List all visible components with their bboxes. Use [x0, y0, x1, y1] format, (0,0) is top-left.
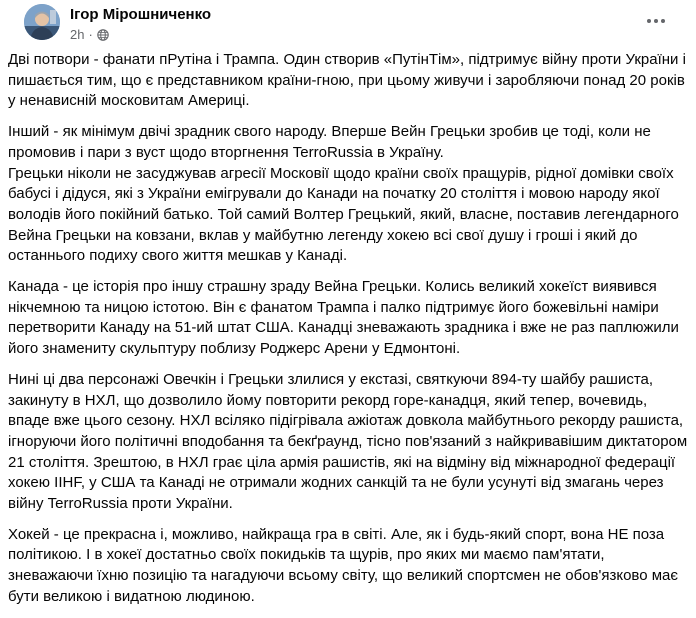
author-block: [70, 5, 211, 43]
post-paragraph-5: Нині ці два персонажі Овечкін і Грецьки злилися у екстазі, святкуючи 894-ту шайбу рашиста, закинуту в НХЛ, що дозволило йому повторити рекорд горе-канадця, який тепер, вочевидь, впаде вже цього сезону. НХЛ всіляко підігрівала ажіотаж довкола майбутнього рекорду рашиста, ігноруючи його політичні вподобання та бекґраунд, тісно пов'язаний з найкривавішим диктатором 21 століття. Зрештою, в НХЛ грає ціла армія рашистів, які на відміну від міжнародної федерації хокею IIHF, у США та Канаді не отримали жодних санкцій та не були усунуті від змагань через війну TerroRussia проти України.: [8, 370, 688, 513]
post-time[interactable]: 2h: [70, 27, 85, 42]
globe-icon[interactable]: [97, 29, 109, 41]
post-paragraph-6: Хокей - це прекрасна і, можливо, найкраща гра в світі. Але, як і будь-який спорт, вона НЕ поза політикою. І в хокеї достатньо своїх покидьків та щурів, про яких ми маємо пам'ятати, зневажаючи їхню позицію та нагадуючи всьому світу, що великий спортсмен не обов'язково має бути великою і видатною людиною.: [8, 525, 679, 605]
author-name[interactable]: Ігор Мірошниченко: [70, 6, 212, 23]
post-meta: [70, 27, 211, 43]
avatar[interactable]: [24, 4, 60, 40]
meta-separator: ·: [88, 27, 93, 42]
post-header: [12, 0, 684, 46]
post-paragraph-4: Канада - це історія про іншу страшну зраду Вейна Грецьки. Колись великий хокеїст виявився нікчемною та ницою істотою. Він є фанатом Трампа і палко підтримує його божевільні наміри перетворити Канаду на 51-ий штат США. Канадці зневажають зрадника і вже не раз паплюжили його знаменитy скульптуру поблизу Роджерс Арени у Едмонтоні.: [8, 278, 679, 358]
more-options-button[interactable]: [640, 8, 672, 32]
post-paragraph-3: Грецьки ніколи не засуджував агресії Московії щодо країни своїх пращурів, рідної домівки своїх бабусі і дідуся, які з України емігрували до Канади на початку 20 століття і мовою народу якої володів його покійний батько. Той самий Волтер Грецький, який, власне, поставив легендарного Вейна Грецьки на ковзани, вклав у майбутню легенду хокею всі свої душу і гроші і який до останнього подиху свого життя мешкав у Канаді.: [8, 164, 679, 265]
post-paragraph-1: Дві потвори - фанати пРутіна і Трампа. Один створив «ПутінТім», підтримує війну проти України і пишається тим, що є представником країни-гною, при цьому живучи і заробляючи понад 20 років у ненависній московитам Америці.: [8, 51, 686, 110]
more-horizontal-icon: [646, 11, 666, 29]
post-paragraph-2: Інший - як мінімум двічі зрадник свого народу. Вперше Вейн Грецьки зробив це тоді, коли не промовив і пари з вуст щодо вторгнення TerroRussia в Україну.: [8, 123, 651, 161]
post-body: [8, 50, 688, 618]
